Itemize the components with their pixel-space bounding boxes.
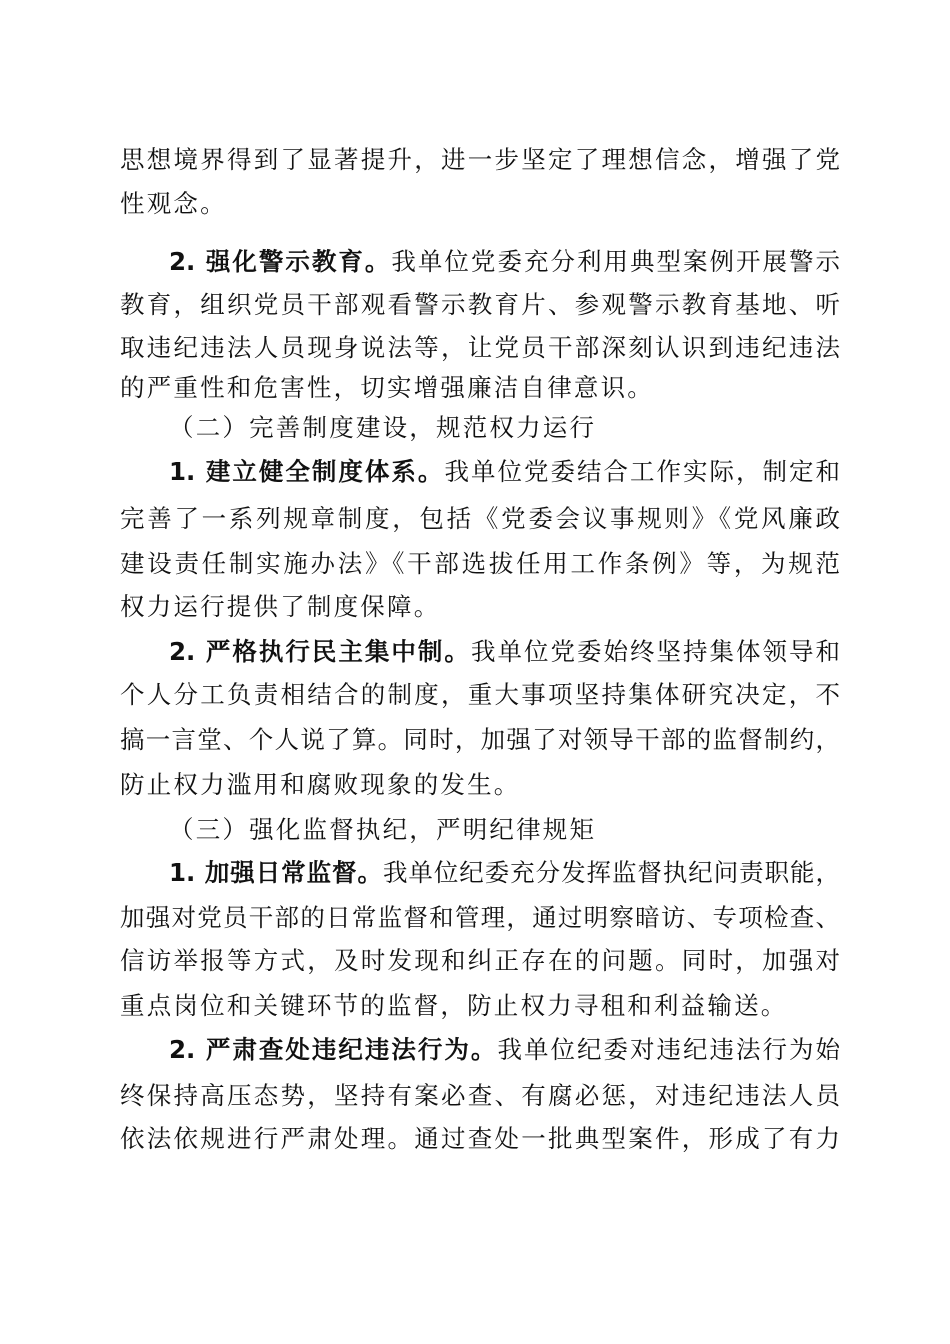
paragraph-line: 取违纪违法人员现身说法等，让党员干部深刻认识到违纪违法 — [120, 333, 840, 362]
paragraph-line — [169, 1035, 840, 1065]
paragraph-text: 我单位纪委对违纪违法行为始 — [497, 1035, 840, 1064]
section-heading: （三）强化监督执纪，严明纪律规矩 — [169, 815, 597, 844]
paragraph-lead: 1. 建立健全制度体系。 — [169, 457, 445, 486]
paragraph-line: 依法依规进行严肃处理。通过查处一批典型案件，形成了有力 — [120, 1124, 840, 1153]
paragraph-text: 我单位纪委充分发挥监督执纪问责职能， — [382, 858, 841, 887]
paragraph-line: 教育，组织党员干部观看警示教育片、参观警示教育基地、听 — [120, 290, 840, 319]
paragraph-line: 性观念。 — [120, 189, 227, 218]
paragraph-text: 我单位党委充分利用典型案例开展警示 — [391, 247, 840, 276]
paragraph-line: 个人分工负责相结合的制度，重大事项坚持集体研究决定，不 — [120, 680, 840, 709]
paragraph-line: 权力运行提供了制度保障。 — [120, 592, 441, 621]
paragraph-text: 我单位党委始终坚持集体领导和 — [470, 637, 840, 666]
paragraph-line — [169, 247, 840, 277]
paragraph-line: 信访举报等方式，及时发现和纠正存在的问题。同时，加强对 — [120, 946, 840, 975]
paragraph-line — [169, 637, 840, 667]
paragraph-line — [169, 858, 840, 888]
paragraph-line: 思想境界得到了显著提升，进一步坚定了理想信念，增强了党 — [120, 145, 840, 174]
paragraph-lead: 1. 加强日常监督。 — [169, 858, 383, 887]
paragraph-lead: 2. 强化警示教育。 — [169, 247, 392, 276]
paragraph-line: 的严重性和危害性，切实增强廉洁自律意识。 — [120, 373, 654, 402]
paragraph-line: 建设责任制实施办法》《干部选拔任用工作条例》等，为规范 — [120, 549, 840, 578]
paragraph-line: 搞一言堂、个人说了算。同时，加强了对领导干部的监督制约， — [120, 725, 840, 754]
paragraph-line: 防止权力滥用和腐败现象的发生。 — [120, 770, 521, 799]
paragraph-line — [169, 457, 840, 487]
paragraph-lead: 2. 严肃查处违纪违法行为。 — [169, 1035, 498, 1064]
paragraph-line: 终保持高压态势，坚持有案必查、有腐必惩，对违纪违法人员 — [120, 1081, 840, 1110]
paragraph-line: 加强对党员干部的日常监督和管理，通过明察暗访、专项检查、 — [120, 903, 840, 932]
section-heading: （二）完善制度建设，规范权力运行 — [169, 413, 597, 442]
paragraph-lead: 2. 严格执行民主集中制。 — [169, 637, 471, 666]
paragraph-line: 完善了一系列规章制度，包括《党委会议事规则》《党风廉政 — [120, 504, 840, 533]
paragraph-text: 我单位党委结合工作实际，制定和 — [444, 457, 840, 486]
paragraph-line: 重点岗位和关键环节的监督，防止权力寻租和利益输送。 — [120, 991, 788, 1020]
